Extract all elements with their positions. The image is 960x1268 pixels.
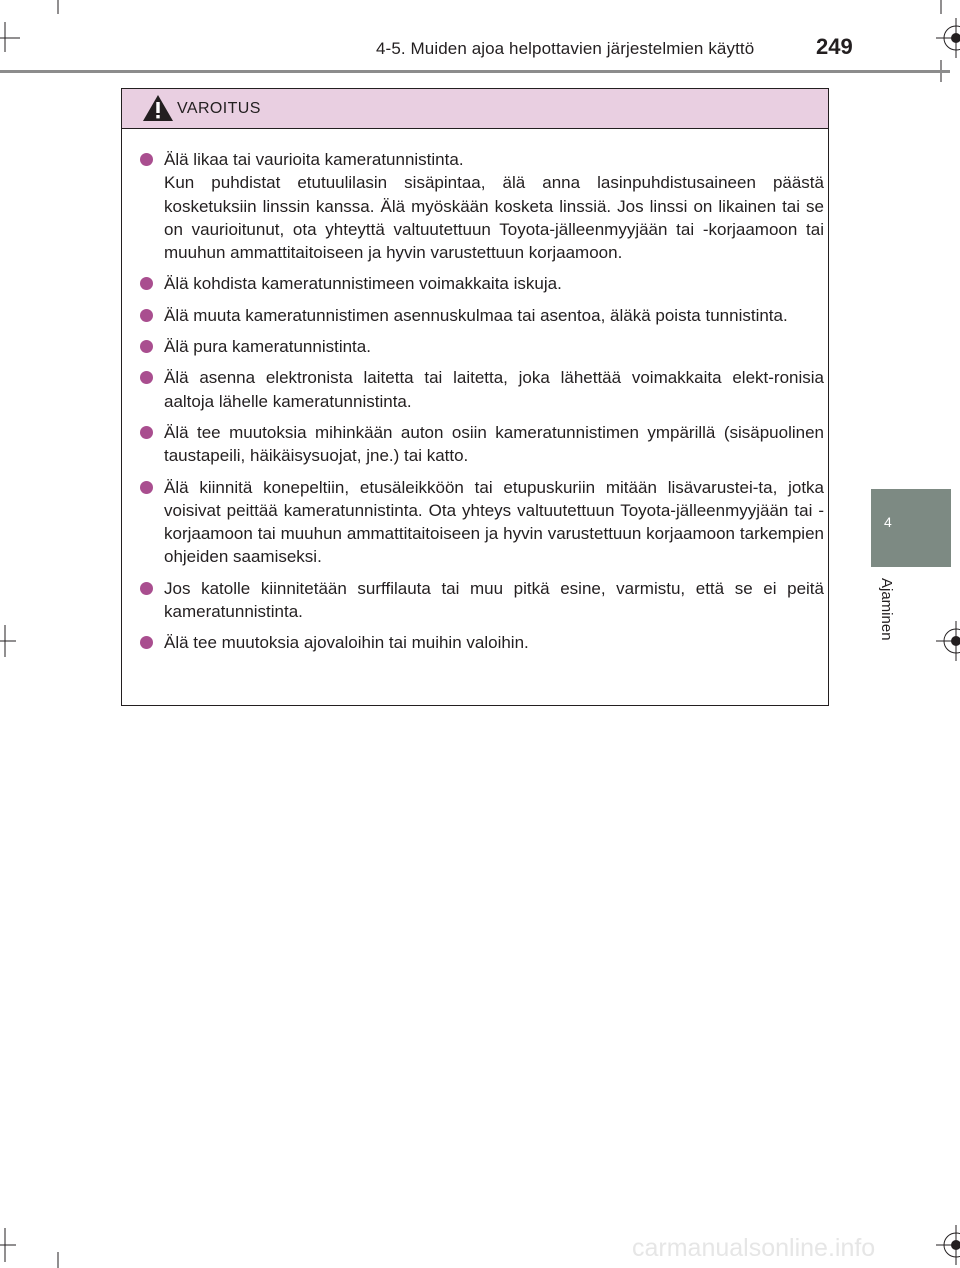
bullet-icon bbox=[140, 153, 153, 166]
warning-item bbox=[138, 631, 824, 654]
bullet-icon bbox=[140, 309, 153, 322]
warning-item bbox=[138, 476, 824, 569]
warning-item-text: Jos katolle kiinnitetään surffilauta tai muu pitkä esine, varmistu, että se ei peitä kameratunnistinta. bbox=[164, 578, 824, 622]
bullet-icon bbox=[140, 636, 153, 649]
bullet-icon bbox=[140, 582, 153, 595]
page-number: 249 bbox=[816, 34, 853, 59]
warning-list bbox=[138, 148, 824, 663]
warning-item-text: Älä pura kameratunnistinta. bbox=[164, 337, 371, 357]
header-rule bbox=[0, 70, 950, 73]
watermark-url: carmanualsonline.info bbox=[632, 1234, 876, 1262]
warning-item bbox=[138, 148, 824, 264]
warning-item bbox=[138, 272, 824, 295]
warning-item-text: Älä likaa tai vaurioita kameratunnistinta. Kun puhdistat etutuulilasin sisäpintaa, älä anna lasinpuhdistusaineen päästä kosketuksiin linssin kanssa. Älä myöskään kosketa linssiä. Jos linssi on likainen tai se on vaurioitunut, ota yhteyttä valtuutettuun Toyota-jälleenmyyjään tai -korjaamoon tai muuhun ammattitaitoiseen ja hyvin varustettuun korjaamoon. bbox=[164, 150, 824, 263]
bullet-icon bbox=[140, 371, 153, 384]
warning-title: VAROITUS bbox=[177, 100, 261, 117]
warning-item-text: Älä kohdista kameratunnistimeen voimakkaita iskuja. bbox=[164, 274, 562, 294]
bullet-icon bbox=[140, 340, 153, 353]
bullet-icon bbox=[140, 277, 153, 290]
warning-item-text: Älä tee muutoksia mihinkään auton osiin kameratunnistimen ympärillä (sisäpuolinen taustapeili, häikäisysuojat, jne.) tai katto. bbox=[164, 422, 824, 466]
chapter-tab bbox=[871, 489, 951, 567]
warning-item bbox=[138, 577, 824, 624]
warning-box bbox=[121, 88, 829, 706]
bullet-icon bbox=[140, 426, 153, 439]
bullet-icon bbox=[140, 481, 153, 494]
warning-triangle-icon bbox=[142, 94, 174, 122]
chapter-label: Ajaminen bbox=[878, 578, 895, 641]
warning-item-text: Älä tee muutoksia ajovaloihin tai muihin valoihin. bbox=[164, 633, 529, 653]
warning-item bbox=[138, 335, 824, 358]
warning-header bbox=[122, 89, 828, 129]
warning-item-text: Älä kiinnitä konepeltiin, etusäleikköön tai etupuskuriin mitään lisävarustei-ta, jotka voisivat peittää kameratunnistinta. Ota yhteys valtuutettuun Toyota-jälleenmyyjään tai -korjaamoon tai muuhun ammattitaitoiseen ja hyvin varustettuun korjaamoon tarkempien ohjeiden saamiseksi. bbox=[164, 477, 824, 567]
warning-item-text: Älä muuta kameratunnistimen asennuskulmaa tai asentoa, äläkä poista tunnistinta. bbox=[164, 305, 788, 325]
warning-item bbox=[138, 304, 824, 327]
warning-item bbox=[138, 421, 824, 468]
warning-item bbox=[138, 366, 824, 413]
section-title: 4-5. Muiden ajoa helpottavien järjestelmien käyttö bbox=[376, 39, 755, 58]
chapter-number: 4 bbox=[884, 514, 892, 530]
warning-item-text: Älä asenna elektronista laitetta tai laitetta, joka lähettää voimakkaita elekt-ronisia aaltoja lähelle kameratunnistinta. bbox=[164, 368, 824, 411]
